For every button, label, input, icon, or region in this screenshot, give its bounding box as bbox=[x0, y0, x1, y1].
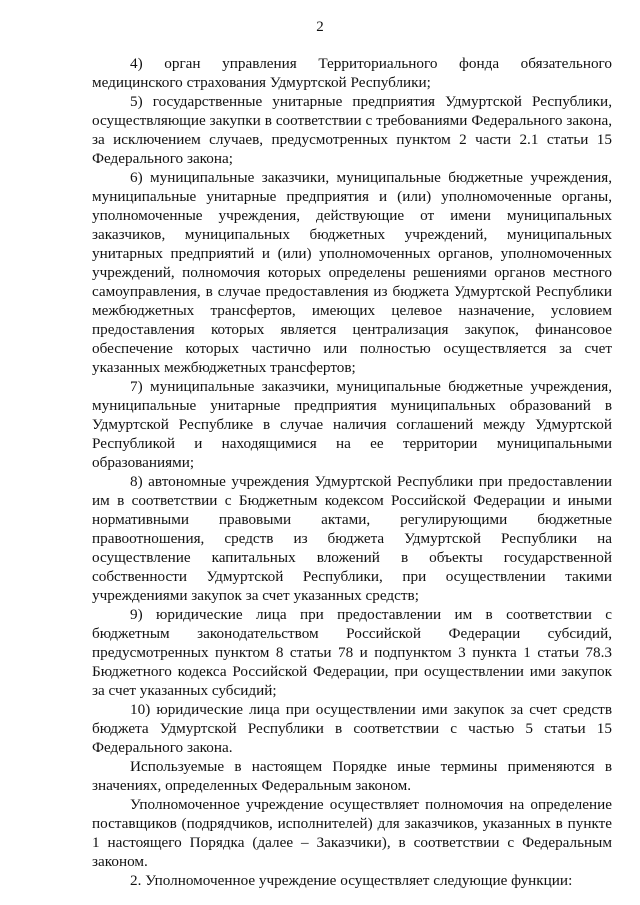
paragraph-terms: Используемые в настоящем Порядке иные термины применяются в значениях, определенных Федеральным законом. bbox=[92, 758, 612, 794]
paragraph-item-6: 6) муниципальные заказчики, муниципальные бюджетные учреждения, муниципальные унитарные предприятия и (или) уполномоченные органы, уполномоченные учреждения, действующие от имени муниципальных заказчиков, муниципальных бюджетных учреждений, муниципальных унитарных предприятий и (или) уполномоченных органов, уполномоченных учреждений, полномочия которых определены решениями органов местного самоуправления, в случае предоставления из бюджета Удмуртской Республики межбюджетных трансфертов, имеющих целевое назначение, условием предоставления которых является централизация закупок, финансовое обеспечение которых частично или полностью осуществляется за счет указанных межбюджетных трансфертов; bbox=[92, 169, 612, 376]
paragraph-item-7: 7) муниципальные заказчики, муниципальные бюджетные учреждения, муниципальные унитарные предприятия муниципальных образований в Удмуртской Республике в случае наличия соглашений между Удмуртской Республикой и находящимися на ее территории муниципальными образованиями; bbox=[92, 378, 612, 471]
paragraph-item-5: 5) государственные унитарные предприятия Удмуртской Республики, осуществляющие закупки в соответствии с требованиями Федерального закона, за исключением случаев, предусмотренных пунктом 2 части 2.1 статьи 15 Федерального закона; bbox=[92, 93, 612, 167]
page-number: 2 bbox=[316, 19, 324, 35]
paragraph-authority: Уполномоченное учреждение осуществляет полномочия на определение поставщиков (подрядчиков, исполнителей) для заказчиков, указанных в пункте 1 настоящего Порядка (далее – Заказчики), в соответствии с Федеральным законом. bbox=[92, 796, 612, 870]
paragraph-item-8: 8) автономные учреждения Удмуртской Республики при предоставлении им в соответствии с Бюджетным кодексом Российской Федерации и иными нормативными правовыми актами, регулирующими бюджетные правоотношения, средств из бюджета Удмуртской Республики на осуществление капитальных вложений в объекты государственной собственности Удмуртской Республики, при осуществлении такими учреждениями закупок за счет указанных средств; bbox=[92, 473, 612, 604]
paragraph-item-4: 4) орган управления Территориального фонда обязательного медицинского страхования Удмуртской Республики; bbox=[92, 55, 612, 91]
paragraph-item-9: 9) юридические лица при предоставлении им в соответствии с бюджетным законодательством Российской Федерации субсидий, предусмотренных пунктом 8 статьи 78 и подпунктом 3 пункта 1 статьи 78.3 Бюджетного кодекса Российской Федерации, при осуществлении ими закупок за счет указанных субсидий; bbox=[92, 606, 612, 699]
paragraph-item-10: 10) юридические лица при осуществлении ими закупок за счет средств бюджета Удмуртской Республики в соответствии с частью 5 статьи 15 Федерального закона. bbox=[92, 701, 612, 756]
document-body bbox=[92, 54, 612, 890]
paragraph-section-2: 2. Уполномоченное учреждение осуществляет следующие функции: bbox=[130, 872, 573, 889]
